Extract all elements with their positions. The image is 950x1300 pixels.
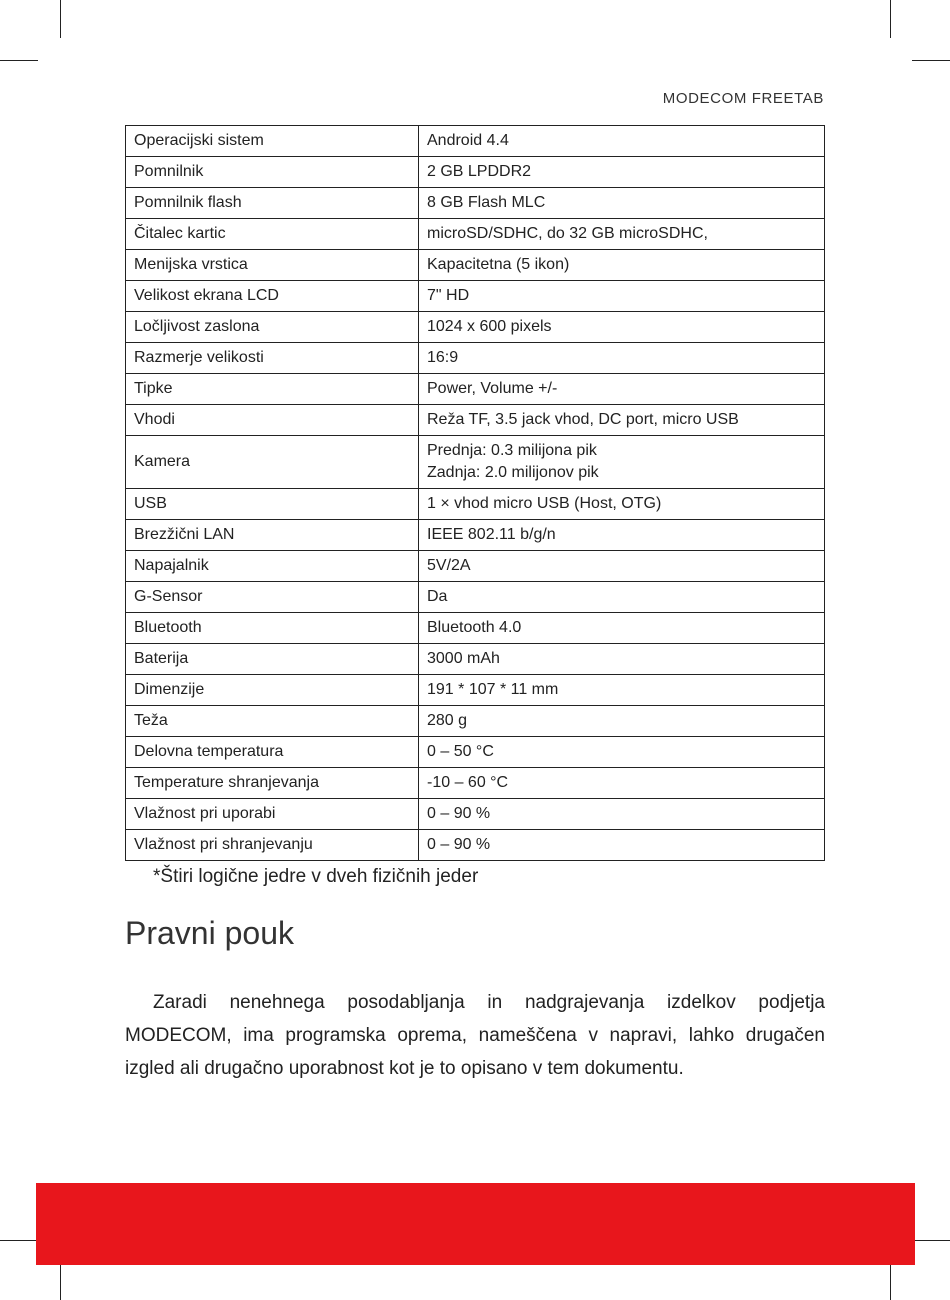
spec-label: Tipke xyxy=(126,374,419,405)
crop-mark-top-right-horizontal xyxy=(912,60,950,61)
crop-mark-top-left-vertical xyxy=(60,0,61,38)
spec-value-line: Kapacitetna (5 ikon) xyxy=(427,256,570,273)
footnote: *Štiri logične jedre v dveh fizičnih jeder xyxy=(153,866,479,887)
specs-table-body xyxy=(126,126,825,861)
table-row xyxy=(126,706,825,737)
spec-value-line: 2 GB LPDDR2 xyxy=(427,163,532,180)
spec-value-line: Zadnja: 2.0 milijonov pik xyxy=(427,464,599,481)
spec-label: Vlažnost pri shranjevanju xyxy=(126,830,419,861)
spec-value-line: 0 – 90 % xyxy=(427,805,491,822)
spec-value-line: Reža TF, 3.5 jack vhod, DC port, micro USB xyxy=(427,411,739,428)
spec-label: Teža xyxy=(126,706,419,737)
spec-value xyxy=(419,312,825,343)
spec-value xyxy=(419,613,825,644)
table-row xyxy=(126,188,825,219)
spec-value xyxy=(419,281,825,312)
crop-mark-bottom-right-horizontal xyxy=(912,1240,950,1241)
spec-value-line: 8 GB Flash MLC xyxy=(427,194,546,211)
spec-label: Ločljivost zaslona xyxy=(126,312,419,343)
section-title: Pravni pouk xyxy=(125,915,294,951)
spec-value xyxy=(419,737,825,768)
spec-value xyxy=(419,768,825,799)
spec-label: Baterija xyxy=(126,644,419,675)
spec-label: Kamera xyxy=(126,436,419,489)
spec-value-line: 280 g xyxy=(427,712,468,729)
table-row xyxy=(126,551,825,582)
spec-value xyxy=(419,706,825,737)
table-row xyxy=(126,219,825,250)
footer-color-band xyxy=(36,1183,915,1265)
spec-value xyxy=(419,126,825,157)
spec-value xyxy=(419,582,825,613)
table-row xyxy=(126,436,825,489)
spec-label: USB xyxy=(126,489,419,520)
spec-value xyxy=(419,675,825,706)
spec-value-line: Android 4.4 xyxy=(427,132,509,149)
table-row xyxy=(126,582,825,613)
spec-value xyxy=(419,489,825,520)
table-row xyxy=(126,768,825,799)
crop-mark-bottom-right-vertical xyxy=(890,1262,891,1300)
spec-value-line: -10 – 60 °C xyxy=(427,774,509,791)
spec-value-line: IEEE 802.11 b/g/n xyxy=(427,526,556,543)
spec-value xyxy=(419,799,825,830)
spec-value xyxy=(419,830,825,861)
spec-label: Dimenzije xyxy=(126,675,419,706)
table-row xyxy=(126,613,825,644)
spec-value-line: 16:9 xyxy=(427,349,459,366)
spec-value-line: Bluetooth 4.0 xyxy=(427,619,522,636)
spec-value xyxy=(419,250,825,281)
spec-value xyxy=(419,219,825,250)
spec-label: Razmerje velikosti xyxy=(126,343,419,374)
spec-value-line: 191 * 107 * 11 mm xyxy=(427,681,559,698)
crop-mark-top-left-horizontal xyxy=(0,60,38,61)
spec-label: Velikost ekrana LCD xyxy=(126,281,419,312)
table-row xyxy=(126,799,825,830)
spec-label: Brezžični LAN xyxy=(126,520,419,551)
table-row xyxy=(126,405,825,436)
spec-label: Pomnilnik xyxy=(126,157,419,188)
crop-mark-bottom-left-vertical xyxy=(60,1262,61,1300)
spec-value xyxy=(419,157,825,188)
table-row xyxy=(126,520,825,551)
spec-value xyxy=(419,520,825,551)
table-row xyxy=(126,250,825,281)
spec-label: Operacijski sistem xyxy=(126,126,419,157)
spec-value xyxy=(419,405,825,436)
spec-value-line: 7" HD xyxy=(427,287,470,304)
spec-value-line: 1 × vhod micro USB (Host, OTG) xyxy=(427,495,662,512)
specs-table xyxy=(125,125,825,861)
spec-value-line: Da xyxy=(427,588,448,605)
spec-value xyxy=(419,644,825,675)
spec-label: Napajalnik xyxy=(126,551,419,582)
spec-label: Bluetooth xyxy=(126,613,419,644)
table-row xyxy=(126,489,825,520)
table-row xyxy=(126,312,825,343)
spec-value xyxy=(419,436,825,489)
table-row xyxy=(126,343,825,374)
table-row xyxy=(126,157,825,188)
table-row xyxy=(126,281,825,312)
spec-label: G-Sensor xyxy=(126,582,419,613)
spec-label: Vhodi xyxy=(126,405,419,436)
spec-value xyxy=(419,374,825,405)
spec-value-line: microSD/SDHC, do 32 GB microSDHC, xyxy=(427,225,708,242)
spec-value-line: 3000 mAh xyxy=(427,650,500,667)
spec-value-line: Power, Volume +/- xyxy=(427,380,558,397)
table-row xyxy=(126,830,825,861)
spec-value xyxy=(419,551,825,582)
table-row xyxy=(126,675,825,706)
spec-label: Menijska vrstica xyxy=(126,250,419,281)
spec-value-line: 5V/2A xyxy=(427,557,471,574)
running-header: MODECOM FREETAB xyxy=(662,90,824,107)
crop-mark-top-right-vertical xyxy=(890,0,891,38)
table-row xyxy=(126,374,825,405)
table-row xyxy=(126,737,825,768)
legal-notice-paragraph: Zaradi nenehnega posodabljanja in nadgrajevanja izdelkov podjetja MODECOM, ima programska oprema, nameščena v napravi, lahko drugačen izgled ali drugačno uporabnost kot je to opisano v tem dokumentu. xyxy=(125,992,825,1079)
spec-value-line: 0 – 50 °C xyxy=(427,743,494,760)
spec-label: Temperature shranjevanja xyxy=(126,768,419,799)
spec-value-line: 1024 x 600 pixels xyxy=(427,318,552,335)
crop-mark-bottom-left-horizontal xyxy=(0,1240,38,1241)
table-row xyxy=(126,126,825,157)
spec-value-line: Prednja: 0.3 milijona pik xyxy=(427,442,597,459)
spec-value-line: 0 – 90 % xyxy=(427,836,491,853)
table-row xyxy=(126,644,825,675)
spec-label: Pomnilnik flash xyxy=(126,188,419,219)
spec-label: Čitalec kartic xyxy=(126,219,419,250)
spec-value xyxy=(419,343,825,374)
spec-label: Delovna temperatura xyxy=(126,737,419,768)
spec-value xyxy=(419,188,825,219)
spec-label: Vlažnost pri uporabi xyxy=(126,799,419,830)
